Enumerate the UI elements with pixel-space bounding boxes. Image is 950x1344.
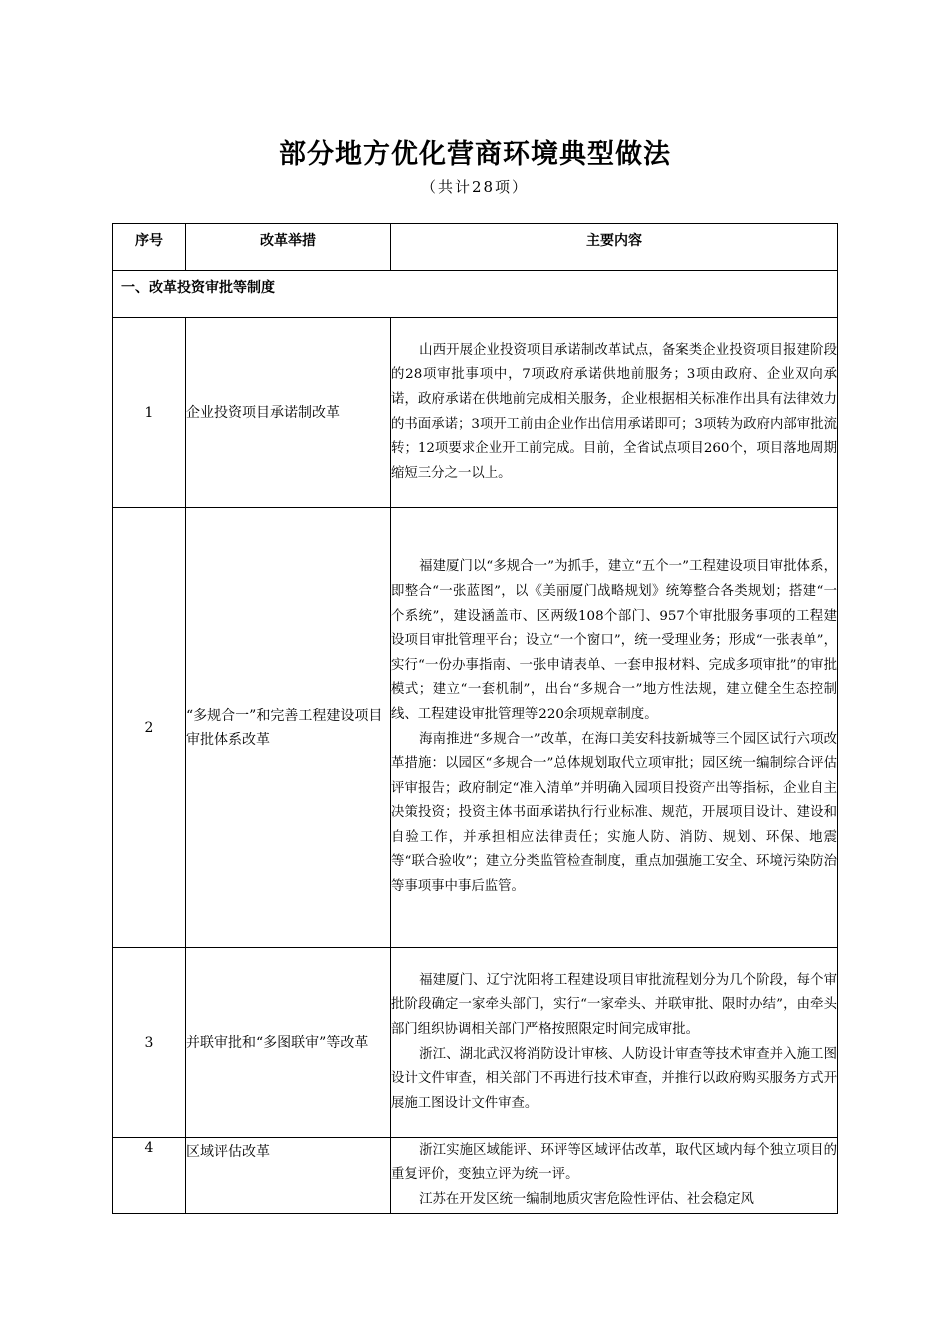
content-paragraph: 福建厦门、辽宁沈阳将工程建设项目审批流程划分为几个阶段，每个审批阶段确定一家牵头部门，实行“一家牵头、并联审批、限时办结”，由牵头部门组织协调相关部门严格按照限定时间完成审批。	[391, 972, 837, 1037]
section-title: 一、改革投资审批等制度	[113, 271, 838, 318]
row-content	[391, 508, 838, 948]
row-measure: 企业投资项目承诺制改革	[186, 318, 391, 508]
content-paragraph: 山西开展企业投资项目承诺制改革试点，备案类企业投资项目报建阶段的28项审批事项中，7项政府承诺供地前服务；3项由政府、企业双向承诺，政府承诺在供地前完成相关服务，企业根据相关标准作出具有法律效力的书面承诺；3项开工前由企业作出信用承诺即可；3项转为政府内部审批流转；12项要求企业开工前完成。目前，全省试点项目260个，项目落地周期缩短三分之一以上。	[391, 342, 837, 481]
content-paragraph: 福建厦门以“多规合一”为抓手，建立“五个一”工程建设项目审批体系，即整合“一张蓝图”，以《美丽厦门战略规划》统筹整合各类规划；搭建“一个系统”，建设涵盖市、区两级108个部门、957个审批服务事项的工程建设项目审批管理平台；设立“一个窗口”，统一受理业务；形成“一张表单”，实行“一份办事指南、一张申请表单、一套申报材料、完成多项审批”的审批模式；建立“一套机制”，出台“多规合一”地方性法规，建立健全生态控制线、工程建设审批管理等220余项规章制度。	[391, 559, 837, 722]
row-number: 2	[113, 508, 186, 948]
row-measure: 区域评估改革	[186, 1138, 391, 1214]
header-content: 主要内容	[391, 224, 838, 271]
header-number: 序号	[113, 224, 186, 271]
row-number: 1	[113, 318, 186, 508]
row-measure: “多规合一”和完善工程建设项目审批体系改革	[186, 508, 391, 948]
header-measure: 改革举措	[186, 224, 391, 271]
table-row	[113, 508, 838, 948]
row-content	[391, 948, 838, 1138]
table-row	[113, 318, 838, 508]
table-header-row	[113, 224, 838, 271]
content-paragraph: 浙江、湖北武汉将消防设计审核、人防设计审查等技术审查并入施工图设计文件审查，相关部门不再进行技术审查，并推行以政府购买服务方式开展施工图设计文件审查。	[391, 1046, 837, 1111]
row-content	[391, 1138, 838, 1214]
section-row	[113, 271, 838, 318]
row-number: 4	[113, 1138, 186, 1214]
reform-table	[112, 223, 838, 1214]
row-number: 3	[113, 948, 186, 1138]
table-row	[113, 1138, 838, 1214]
content-paragraph: 江苏在开发区统一编制地质灾害危险性评估、社会稳定风	[419, 1191, 754, 1207]
row-content	[391, 318, 838, 508]
content-paragraph: 海南推进“多规合一”改革，在海口美安科技新城等三个园区试行六项改革措施：以园区“多规合一”总体规划取代立项审批；园区统一编制综合评估评审报告；政府制定“准入清单”并明确入园项目投资产出等指标，企业自主决策投资；投资主体书面承诺执行行业标准、规范，开展项目设计、建设和自验工作，并承担相应法律责任；实施人防、消防、规划、环保、地震等“联合验收”；建立分类监管检查制度，重点加强施工安全、环境污染防治等事项事中事后监管。	[391, 731, 837, 895]
content-paragraph: 浙江实施区域能评、环评等区域评估改革，取代区域内每个独立项目的重复评价，变独立评为统一评。	[391, 1142, 837, 1183]
document-subtitle: （共计28项）	[420, 178, 530, 196]
document-title: 部分地方优化营商环境典型做法	[279, 139, 671, 170]
row-measure: 并联审批和“多图联审”等改革	[186, 948, 391, 1138]
table-row	[113, 948, 838, 1138]
